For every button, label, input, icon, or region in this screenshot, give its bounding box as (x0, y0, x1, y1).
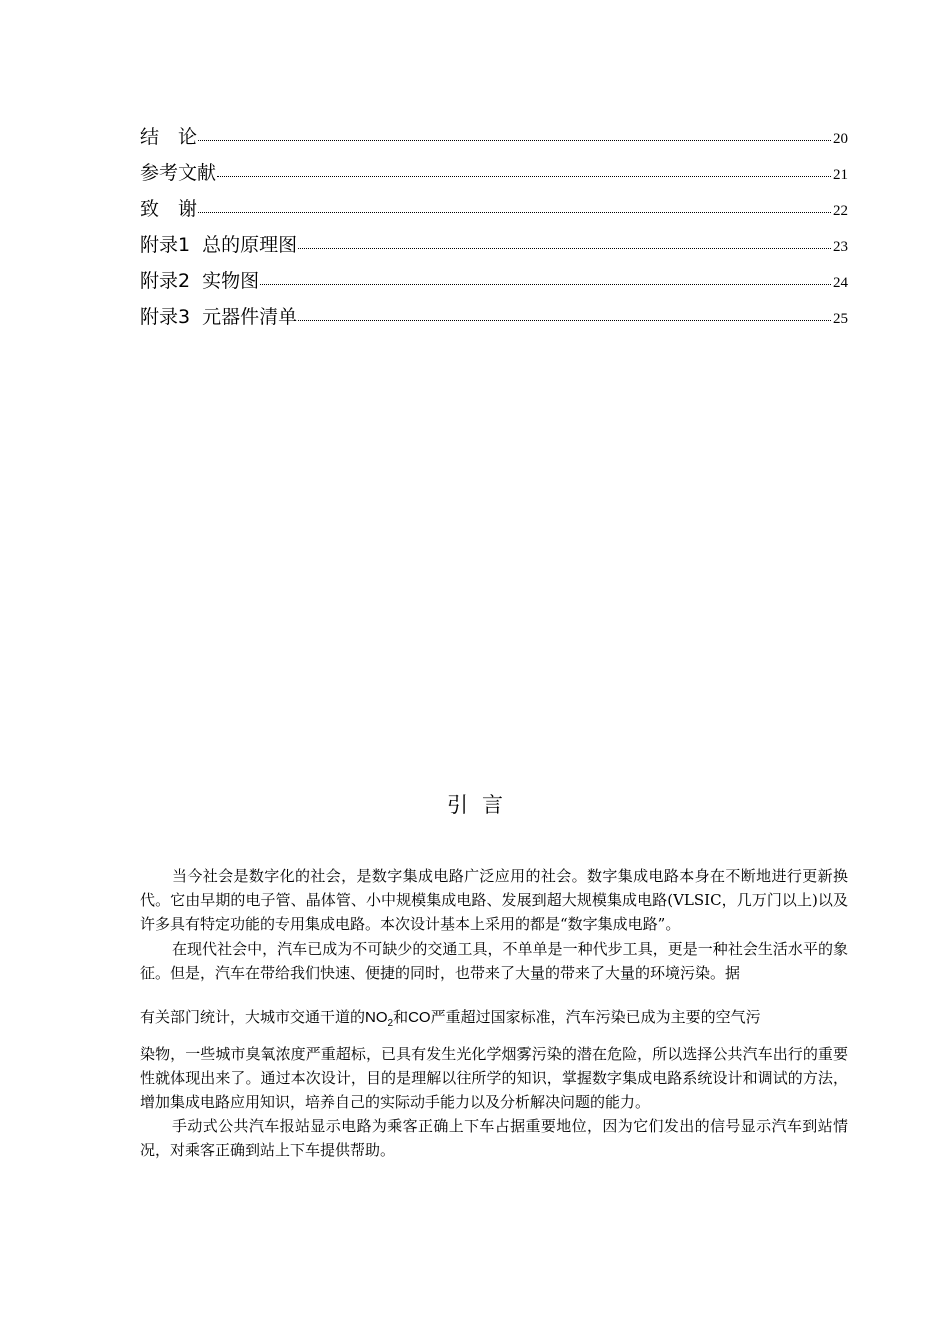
toc-entry-page: 24 (833, 275, 848, 291)
toc-leader-dots (198, 139, 831, 141)
toc-entry-page: 23 (833, 239, 848, 255)
toc-entry[interactable] (140, 194, 848, 230)
paragraph-text: 和 (393, 1008, 409, 1026)
toc-entry-page: 20 (833, 131, 848, 147)
toc-entry-title: 致 谢 (140, 198, 198, 220)
chemical-subscript: 2 (387, 1018, 394, 1029)
toc-entry-title: 附录1 总的原理图 (140, 234, 298, 256)
paragraph-text: 有关部门统计，大城市交通干道的 (140, 1008, 366, 1026)
toc-leader-dots (198, 211, 831, 213)
toc-entry-title: 附录3 元器件清单 (140, 306, 298, 328)
toc-entry-page: 21 (833, 167, 848, 183)
paragraph-text: 严重超过国家标准，汽车污染已成为主要的空气污 (430, 1008, 761, 1026)
intro-paragraph-3: 手动式公共汽车报站显示电路为乘客正确上下车占据重要地位，因为它们发出的信号显示汽车到站情况，对乘客正确到站上下车提供帮助。 (140, 1117, 848, 1159)
toc-leader-dots (298, 247, 831, 249)
toc-entry-title: 附录2 实物图 (140, 270, 260, 292)
toc-entry[interactable] (140, 158, 848, 194)
toc-entry-page: 22 (833, 203, 848, 219)
section-heading: 引言 (447, 793, 517, 817)
toc-entry[interactable] (140, 302, 848, 338)
toc-leader-dots (260, 283, 831, 285)
chemical-co: CO (408, 1009, 431, 1026)
toc-entry-page: 25 (833, 311, 848, 327)
intro-paragraph-2-middle (140, 1005, 848, 1036)
table-of-contents (140, 122, 848, 338)
toc-leader-dots (217, 175, 831, 177)
toc-entry-title: 结 论 (140, 126, 198, 148)
intro-paragraph-2-start: 在现代社会中，汽车已成为不可缺少的交通工具，不单单是一种代步工具，更是一种社会生活水平的象征。但是，汽车在带给我们快速、便捷的同时，也带来了大量的带来了大量的环境污染。据 (140, 940, 848, 982)
chemical-no2: NO (365, 1009, 388, 1026)
toc-entry-title: 参考文献 (140, 162, 217, 184)
intro-paragraph-1: 当今社会是数字化的社会，是数字集成电路广泛应用的社会。数字集成电路本身在不断地进行更新换代。它由早期的电子管、晶体管、小中规模集成电路、发展到超大规模集成电路(VLSIC，几万门以上)以及许多具有特定功能的专用集成电路。本次设计基本上采用的都是“数字集成电路”。 (140, 867, 848, 933)
intro-paragraph-2-end: 染物，一些城市臭氧浓度严重超标，已具有发生光化学烟雾污染的潜在危险，所以选择公共汽车出行的重要性就体现出来了。通过本次设计，目的是理解以往所学的知识，掌握数字集成电路系统设计和调试的方法，增加集成电路应用知识，培养自己的实际动手能力以及分析解决问题的能力。 (140, 1045, 848, 1111)
toc-entry[interactable] (140, 122, 848, 158)
toc-leader-dots (298, 319, 831, 321)
toc-entry[interactable] (140, 266, 848, 302)
toc-entry[interactable] (140, 230, 848, 266)
